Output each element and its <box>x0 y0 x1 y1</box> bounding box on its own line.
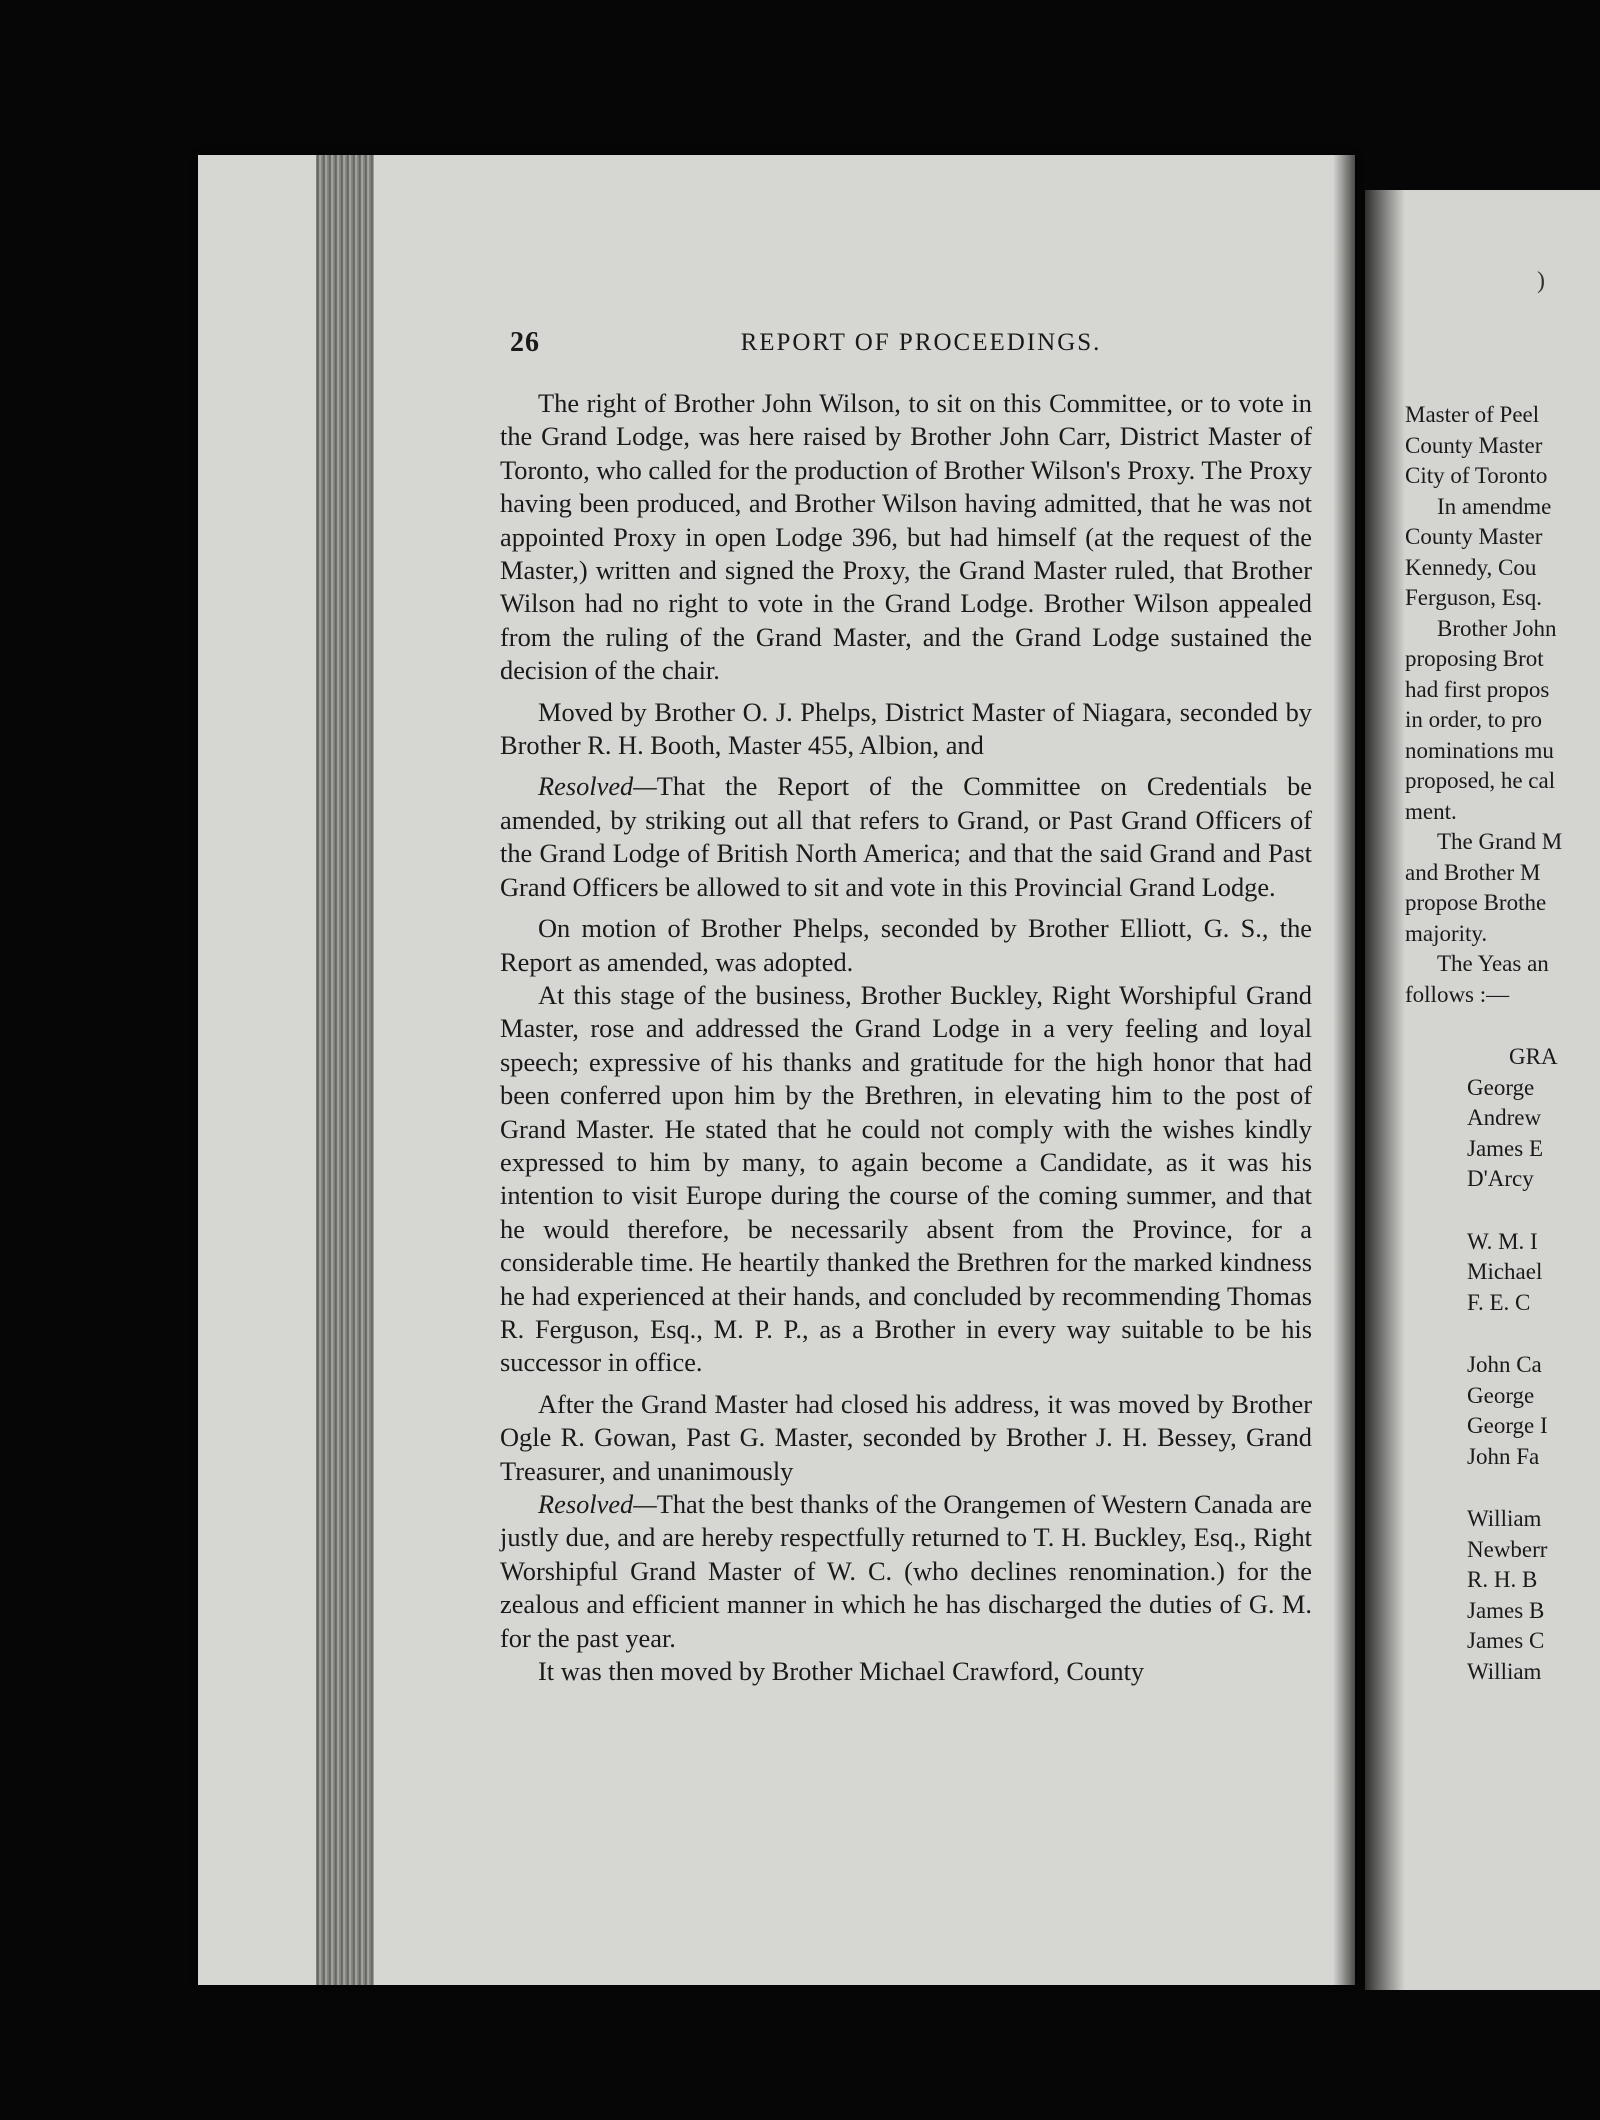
text-line: ment. <box>1405 798 1457 824</box>
list-item: James E <box>1467 1135 1544 1161</box>
list-item: James C <box>1467 1628 1545 1653</box>
text-line: had first propos <box>1405 676 1550 702</box>
text-line: and Brother M <box>1405 859 1541 885</box>
text-line: Master of Peel <box>1405 402 1540 427</box>
list-item: George I <box>1467 1413 1548 1438</box>
text-line: propose Brothe <box>1405 890 1547 915</box>
right-page-text <box>1405 400 1600 1687</box>
left-page <box>198 155 1355 1985</box>
text-line: proposing Brot <box>1405 646 1544 671</box>
list-item: John Fa <box>1467 1443 1540 1469</box>
text-line: County Master <box>1405 524 1543 549</box>
list-heading: GRA <box>1509 1044 1558 1069</box>
resolved-label: Resolved— <box>538 1489 657 1519</box>
paragraph: The right of Brother John Wilson, to sit on this Committee, or to vote in the Grand Lodge, was here raised by Brother John Carr, District Master of Toronto, who called for the production of Brother Wilson's Proxy. The Proxy having been produced, and Brother Wilson having admitted, that he was not appointed Proxy in open Lodge 396, but had himself (at the request of the Master,) written and signed the Proxy, the Grand Master ruled, that Brother Wilson had no right to vote in the Grand Lodge. Brother Wilson appealed from the ruling of the Grand Master, and the Grand Lodge sustained the decision of the chair. <box>500 388 1313 686</box>
body-text <box>500 387 1312 1696</box>
text-line: Brother John <box>1437 615 1557 641</box>
paragraph: On motion of Brother Phelps, seconded by Brother Elliott, G. S., the Report as amended, was adopted. <box>500 913 1312 977</box>
paragraph: Moved by Brother O. J. Phelps, District Master of Niagara, seconded by Brother R. H. Booth, Master 455, Albion, and <box>500 696 1312 761</box>
text-line: City of Toronto <box>1405 463 1548 488</box>
text-line: County Master <box>1405 432 1543 458</box>
running-title: REPORT OF PROCEEDINGS. <box>740 329 1102 356</box>
list-item: Newberr <box>1467 1536 1548 1562</box>
list-item: Andrew <box>1467 1105 1542 1130</box>
page-number: 26 <box>510 327 540 358</box>
text-line: In amendme <box>1437 493 1552 519</box>
list-item: John Ca <box>1467 1352 1542 1377</box>
text-line: Kennedy, Cou <box>1405 554 1537 580</box>
resolution-paragraph <box>500 770 1312 904</box>
right-page <box>1365 190 1600 1990</box>
text-line: nominations mu <box>1405 737 1554 763</box>
list-item: George <box>1467 1382 1535 1408</box>
list-item: W. M. I <box>1467 1228 1538 1254</box>
list-item: D'Arcy <box>1467 1166 1534 1191</box>
gutter-shadow <box>1333 155 1355 1985</box>
text-line: follows :— <box>1405 981 1510 1007</box>
paragraph: After the Grand Master had closed his address, it was moved by Brother Ogle R. Gowan, Past G. Master, seconded by Brother J. H. Bessey, Grand Treasurer, and unanimously <box>500 1388 1312 1486</box>
text-line: in order, to pro <box>1405 707 1543 732</box>
paragraph: At this stage of the business, Brother Buckley, Right Worshipful Grand Master, rose and addressed the Grand Lodge in a very feeling and loyal speech; expressive of his thanks and gratitude for the high honor that had been conferred upon him by the Brethren, in elevating him to the post of Grand Master. He stated that he could not comply with the wishes kindly expressed to him by many, to again become a Candidate, as it was his intention to visit Europe during the course of the coming summer, and that he would therefore, be necessarily absent from the Province, for a considerable time. He heartily thanked the Brethren for the marked kindness he had experienced at their hands, and concluded by recommending Thomas R. Ferguson, Esq., M. P. P., as a Brother in every way suitable to be his successor in office. <box>500 979 1312 1378</box>
text-line: The Yeas an <box>1437 951 1549 976</box>
text-line: majority. <box>1405 920 1488 946</box>
right-page-mark: ) <box>1537 268 1545 294</box>
running-head <box>500 327 1312 367</box>
list-item: William <box>1467 1506 1542 1531</box>
resolution-paragraph <box>500 1488 1312 1655</box>
paragraph: It was then moved by Brother Michael Crawford, County <box>538 1656 1145 1687</box>
resolution-text: That the best thanks of the Orangemen of Western Canada are justly due, and are hereby respectfully returned to T. H. Buckley, Esq., Right Worshipful Grand Master of W. C. (who declines renomination.) for the zealous and efficient manner in which he has discharged the duties of G. M. for the past year. <box>500 1489 1312 1653</box>
resolution-text: That the Report of the Committee on Credentials be amended, by striking out all that refers to Grand, or Past Grand Officers of the Grand Lodge of British North America; and that the said Grand and Past Grand Officers be allowed to sit and vote in this Provincial Grand Lodge. <box>500 771 1312 902</box>
text-line: Ferguson, Esq. <box>1405 585 1542 610</box>
list-item: F. E. C <box>1467 1289 1531 1315</box>
list-item: William <box>1467 1658 1542 1684</box>
list-item: R. H. B <box>1467 1567 1538 1592</box>
page-edge-stack <box>316 155 374 1985</box>
list-item: James B <box>1467 1597 1545 1623</box>
resolved-label: Resolved— <box>538 771 657 802</box>
text-line: The Grand M <box>1437 829 1563 854</box>
list-item: George <box>1467 1074 1535 1100</box>
list-item: Michael <box>1467 1259 1543 1284</box>
text-line: proposed, he cal <box>1405 768 1556 793</box>
right-page-shadow <box>1365 190 1405 1990</box>
